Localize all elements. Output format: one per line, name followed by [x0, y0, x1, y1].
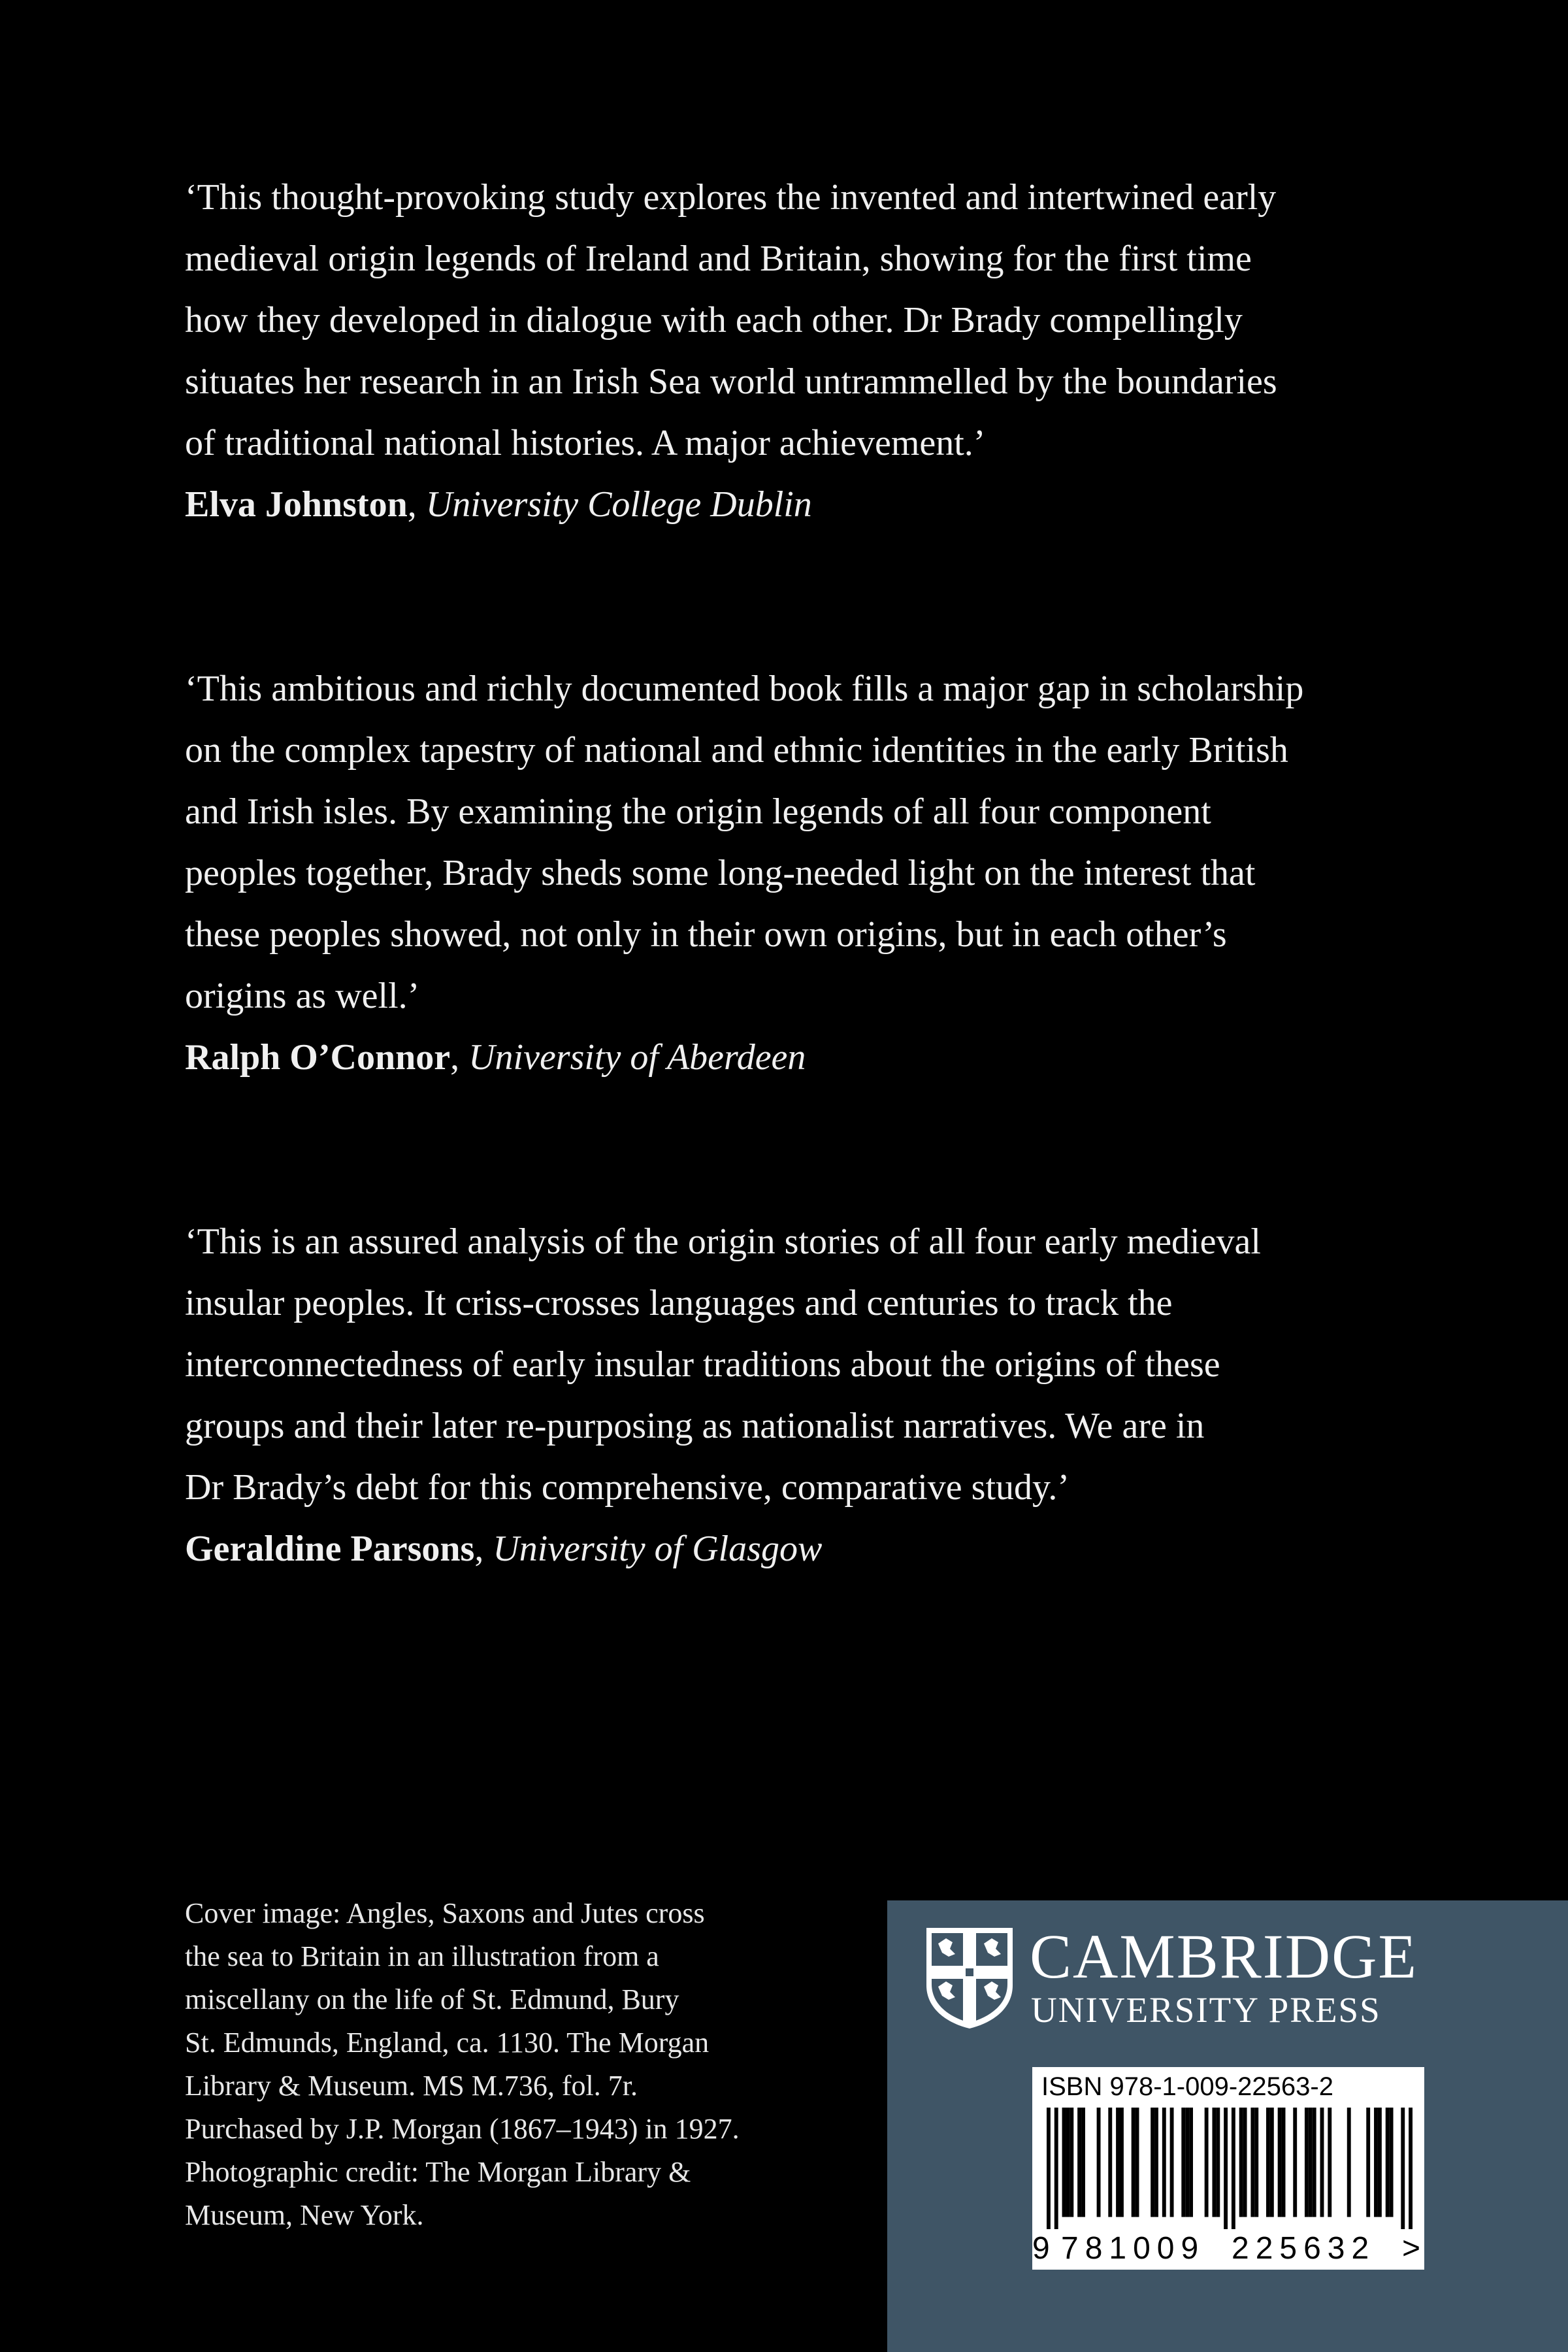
- barcode-bar: [1305, 2108, 1309, 2217]
- attribution-separator: ,: [407, 484, 426, 525]
- barcode-bar: [1328, 2108, 1331, 2217]
- barcode-bar: [1366, 2108, 1370, 2217]
- barcode-bar: [1313, 2108, 1316, 2217]
- barcode-bar: [1212, 2108, 1216, 2217]
- barcode-bar: [1378, 2108, 1382, 2217]
- endorsement-attribution: [185, 1518, 1426, 1580]
- barcode-bar: [1108, 2108, 1112, 2217]
- barcode-bar: [1347, 2108, 1351, 2217]
- barcode-bar: [1386, 2108, 1390, 2217]
- cover-image-credit: Cover image: Angles, Saxons and Jutes cross the sea to Britain in an illustration from a miscellany on the life of St. Edmund, Bury St. Edmunds, England, ca. 1130. The Morgan Library & Museum. MS M.736, fol. 7r. Purchased by J.P. Morgan (1867–1943) in 1927. Photographic credit: The Morgan Library & Museum, New York.: [185, 1897, 740, 2231]
- publisher-subtitle: UNIVERSITY PRESS: [1031, 1990, 1381, 2030]
- barcode-bar: [1135, 2108, 1139, 2217]
- attribution-separator: ,: [450, 1037, 469, 1078]
- barcode-bar: [1409, 2108, 1413, 2229]
- barcode-bar: [1293, 2108, 1297, 2217]
- barcode-bar: [1120, 2108, 1124, 2217]
- barcode-bar: [1278, 2108, 1282, 2217]
- endorser-institution: University of Glasgow: [493, 1529, 823, 1569]
- barcode-bar: [1239, 2108, 1243, 2217]
- barcode-bar: [1309, 2108, 1313, 2217]
- university-crest-icon: [924, 1925, 1015, 2030]
- barcode-bar: [1081, 2108, 1085, 2217]
- endorsement-attribution: [185, 1027, 1426, 1088]
- isbn-label: ISBN 978-1-009-22563-2: [1041, 2072, 1333, 2101]
- barcode-bar: [1132, 2108, 1135, 2217]
- barcode-bar: [1151, 2108, 1154, 2217]
- barcode-bar: [1154, 2108, 1158, 2217]
- endorsement-2: [185, 658, 1426, 1088]
- barcode-bar: [1243, 2108, 1247, 2217]
- barcode-bar: [1047, 2108, 1051, 2229]
- barcode-bar: [1054, 2108, 1058, 2229]
- endorsement-attribution: [185, 474, 1426, 535]
- publisher-name: CAMBRIDGE: [1030, 1921, 1418, 1991]
- endorsement-quote: ‘This is an assured analysis of the origin stories of all four early medieval insular peoples. It criss-crosses languages and centuries to track the interconnectedness of early insular traditions about the origins of these groups and their later re-purposing as nationalist narratives. We are in Dr Brady’s debt for this comprehensive, comparative study.’: [185, 1221, 1261, 1508]
- barcode-bar: [1374, 2108, 1378, 2217]
- barcode-left-digits: 781009: [1061, 2231, 1205, 2266]
- barcode-right-digits: 225632: [1232, 2231, 1376, 2266]
- barcode-bar: [1066, 2108, 1070, 2217]
- barcode-bar: [1390, 2108, 1394, 2217]
- barcode-bar: [1216, 2108, 1220, 2217]
- barcode-first-digit: 9: [1032, 2231, 1050, 2266]
- barcode-bar: [1266, 2108, 1270, 2217]
- attribution-separator: ,: [474, 1529, 493, 1569]
- endorser-institution: University College Dublin: [425, 484, 812, 525]
- barcode-bar: [1162, 2108, 1166, 2217]
- barcode-bar: [1116, 2108, 1120, 2217]
- barcode-bar: [1250, 2108, 1254, 2217]
- isbn-barcode: [1032, 2067, 1424, 2270]
- barcode-bar: [1232, 2108, 1235, 2229]
- barcode-bar: [1401, 2108, 1405, 2229]
- publisher-panel: [887, 1900, 1568, 2352]
- barcode-bars: [1047, 2108, 1413, 2229]
- barcode-bar: [1320, 2108, 1324, 2217]
- barcode-digits: [1032, 2230, 1424, 2267]
- barcode-bar: [1181, 2108, 1185, 2217]
- barcode-bar: [1254, 2108, 1258, 2217]
- endorser-institution: University of Aberdeen: [468, 1037, 806, 1078]
- barcode-bar: [1270, 2108, 1274, 2217]
- endorsement-1: [185, 167, 1426, 535]
- endorser-name: Elva Johnston: [185, 484, 408, 525]
- barcode-bar: [1224, 2108, 1228, 2229]
- barcode-bar: [1205, 2108, 1209, 2217]
- endorsement-quote: ‘This thought-provoking study explores the invented and intertwined early medieval origin legends of Ireland and Britain, showing for the first time how they developed in dialogue with each other. Dr Brady compellingly situates her research in an Irish Sea world untrammelled by the boundaries of traditional national histories. A major achievement.’: [185, 177, 1277, 463]
- barcode-bar: [1070, 2108, 1073, 2217]
- barcode-bar: [1282, 2108, 1286, 2217]
- endorsement-3: [185, 1211, 1426, 1580]
- endorser-name: Ralph O’Connor: [185, 1037, 451, 1078]
- barcode-bar: [1062, 2108, 1066, 2217]
- barcode-bar: [1189, 2108, 1193, 2217]
- endorsements: [185, 167, 1426, 1702]
- endorsement-quote: ‘This ambitious and richly documented book fills a major gap in scholarship on the complex tapestry of national and ethnic identities in the early British and Irish isles. By examining the origin legends of all four component peoples together, Brady sheds some long-needed light on the interest that these peoples showed, not only in their own origins, but in each other’s origins as well.’: [185, 669, 1304, 1016]
- endorser-name: Geraldine Parsons: [185, 1529, 475, 1569]
- barcode-quiet-zone-marker: >: [1402, 2231, 1421, 2266]
- barcode-bar: [1097, 2108, 1101, 2217]
- barcode-bar: [1185, 2108, 1189, 2217]
- barcode-bar: [1077, 2108, 1081, 2217]
- barcode-bar: [1170, 2108, 1174, 2217]
